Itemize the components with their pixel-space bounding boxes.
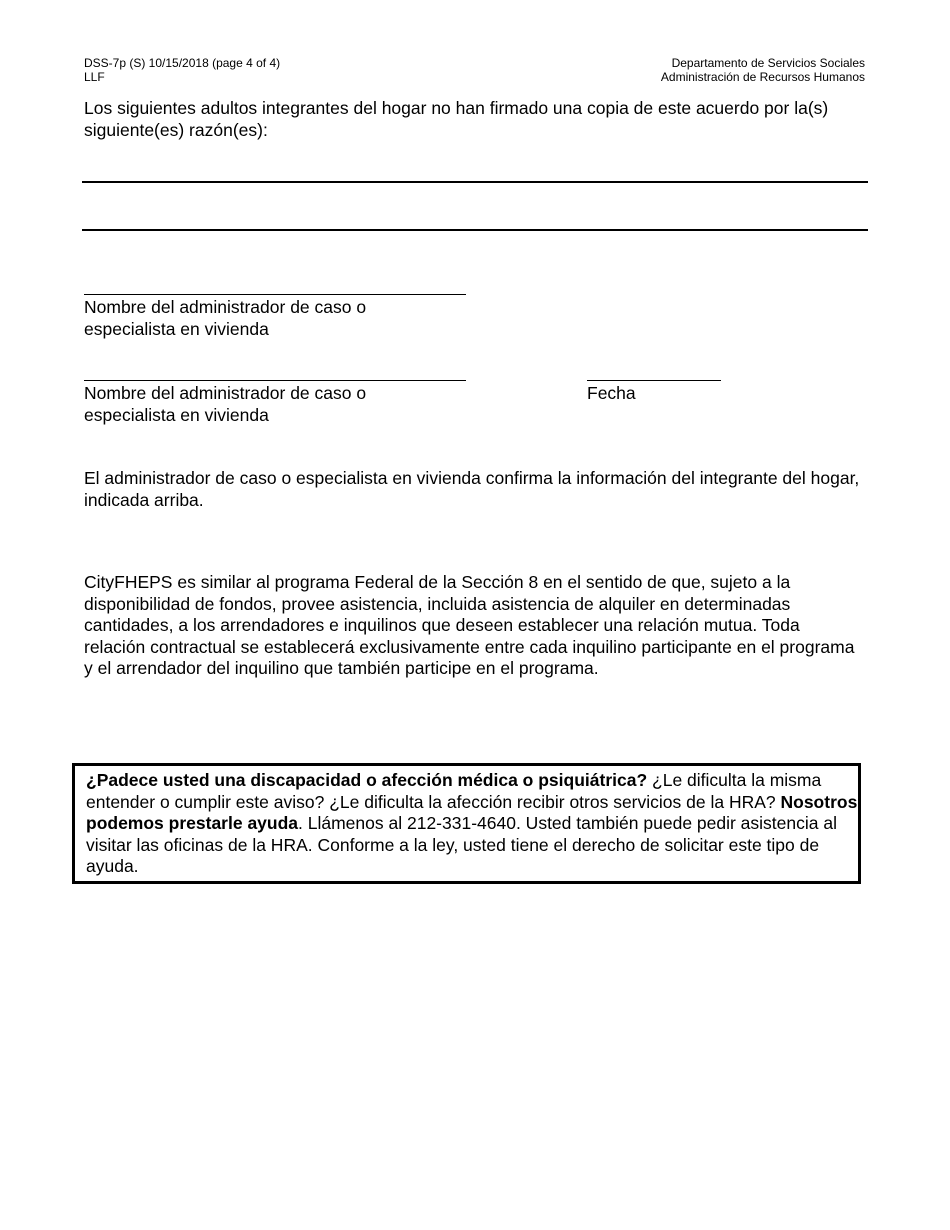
reason-line-2[interactable]	[82, 229, 868, 231]
notice-text-1: ¿Le dificulta la misma entender o cumplir este aviso? ¿Le dificulta la afección recibir otros servicios de la HRA?	[86, 770, 822, 812]
caseworker-name-line-1[interactable]	[84, 294, 466, 295]
date-line[interactable]	[587, 380, 721, 381]
caseworker-name-label-2	[84, 383, 424, 426]
caseworker-name-label-1	[84, 297, 424, 340]
confirmation-paragraph: El administrador de caso o especialista en vivienda confirma la información del integrante del hogar, indicada arriba.	[84, 468, 860, 510]
form-code: DSS-7p (S) 10/15/2018 (page 4 of 4)	[84, 56, 281, 70]
notice-question: ¿Padece usted una discapacidad o afección médica o psiquiátrica?	[86, 770, 648, 790]
caseworker-name-line-2[interactable]	[84, 380, 466, 381]
agency-name: Departamento de Servicios Sociales	[671, 56, 865, 70]
date-label: Fecha	[587, 383, 636, 403]
notice-help: Nosotros podemos prestarle ayuda	[86, 791, 858, 833]
cityfheps-paragraph: CityFHEPS es similar al programa Federal de la Sección 8 en el sentido de que, sujeto a la disponibilidad de fondos, provee asistencia, incluida asistencia de alquiler en determinadas cantidades, a los arrendadores e inquilinos que deseen establecer una relación mutua. Toda relación contractual se establecerá exclusivamente entre cada inquilino participante en el programa y el arrendador del inquilino que también participe en el programa.	[84, 572, 855, 678]
division-name: Administración de Recursos Humanos	[660, 70, 865, 84]
caseworker-label-1-line-1: Nombre del administrador de caso o	[84, 297, 367, 317]
reason-line-1[interactable]	[82, 181, 868, 183]
caseworker-label-1-line-2: especialista en vivienda	[84, 318, 269, 339]
form-sub-code: LLF	[84, 70, 105, 84]
caseworker-label-2-line-2: especialista en vivienda	[84, 404, 269, 425]
disability-notice-box	[72, 763, 861, 884]
notice-text-2: . Llámenos al 212-331-4640. Usted también puede pedir asistencia al visitar las oficinas de la HRA. Conforme a la ley, usted tiene el derecho de solicitar este tipo de ayuda.	[86, 813, 837, 876]
form-header-left	[84, 56, 280, 84]
intro-paragraph: Los siguientes adultos integrantes del hogar no han firmado una copia de este acuerdo por la(s) siguiente(es) razón(es):	[84, 98, 829, 140]
form-header-right	[661, 56, 865, 84]
caseworker-label-2-line-1: Nombre del administrador de caso o	[84, 383, 367, 403]
